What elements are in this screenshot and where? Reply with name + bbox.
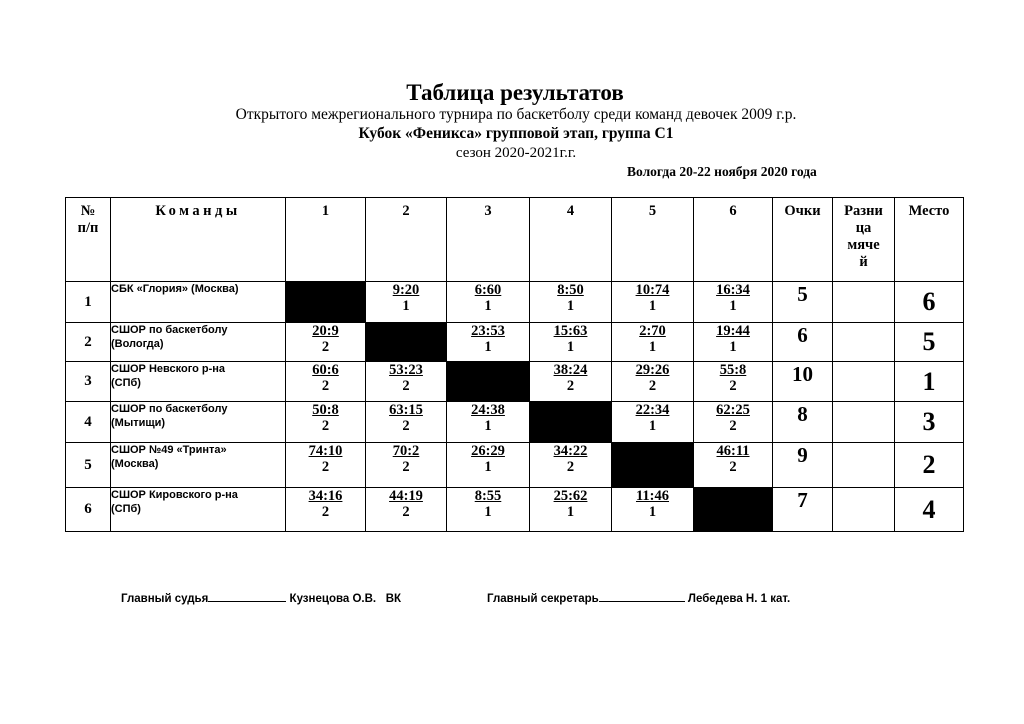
match-points: 2	[321, 504, 330, 520]
match-result-cell	[612, 488, 694, 532]
place-date: Вологда 20-22 ноября 2020 года	[627, 164, 817, 179]
match-result-cell	[612, 323, 694, 362]
match-result-cell	[530, 323, 612, 362]
header-num-line2: п/п	[77, 220, 99, 236]
match-score: 8:55	[474, 488, 502, 504]
match-points: 1	[648, 339, 657, 355]
match-points: 2	[402, 418, 410, 434]
team-name-line: СШОР Невского р-на	[111, 363, 226, 375]
header-num-line1: №	[80, 203, 96, 219]
chief-secretary-label: Главный секретарь	[487, 593, 599, 605]
ball-difference	[833, 323, 895, 362]
match-points: 1	[648, 504, 657, 520]
header-teams: Команды	[111, 198, 286, 282]
team-name-line: (Вологда)	[111, 338, 164, 350]
match-result-cell	[366, 488, 447, 532]
team-name	[111, 362, 286, 402]
team-name	[111, 443, 286, 488]
final-place: 1	[895, 362, 964, 402]
match-points: 1	[484, 339, 492, 355]
match-score: 50:8	[312, 402, 339, 418]
header-row	[66, 198, 964, 282]
header-col-6: 6	[694, 198, 773, 282]
match-result-cell	[447, 443, 530, 488]
ball-difference	[833, 443, 895, 488]
match-score: 19:44	[716, 323, 750, 339]
match-result-cell	[447, 282, 530, 323]
final-place: 2	[895, 443, 964, 488]
match-result-cell	[694, 323, 773, 362]
match-result-cell	[286, 443, 366, 488]
match-points: 2	[729, 418, 737, 434]
chief-secretary-name: Лебедева Н. 1 кат.	[687, 593, 791, 605]
header-num	[66, 198, 111, 282]
match-score: 46:11	[716, 443, 750, 459]
match-result-cell	[366, 282, 447, 323]
match-score: 44:19	[389, 488, 423, 504]
team-name	[111, 323, 286, 362]
match-score: 34:16	[308, 488, 343, 504]
match-score: 20:9	[312, 323, 339, 339]
table-row	[66, 282, 964, 323]
match-points: 2	[321, 418, 330, 434]
match-result-cell	[694, 282, 773, 323]
chief-secretary-signature	[487, 590, 790, 605]
match-result-cell	[612, 282, 694, 323]
match-score: 70:2	[392, 443, 420, 459]
ball-difference	[833, 402, 895, 443]
signature-line	[208, 590, 286, 602]
match-result-cell	[447, 323, 530, 362]
match-points: 1	[484, 504, 492, 520]
team-name-line: (Мытищи)	[111, 417, 166, 429]
match-points: 2	[321, 378, 330, 394]
match-points: 1	[484, 418, 492, 434]
match-result-cell	[286, 488, 366, 532]
match-score: 38:24	[553, 362, 588, 378]
match-points: 2	[402, 504, 410, 520]
team-name-line: СШОР Кировского р-на	[111, 489, 238, 501]
match-points: 2	[566, 378, 575, 394]
header-diff	[833, 198, 895, 282]
final-place: 5	[895, 323, 964, 362]
table-row	[66, 488, 964, 532]
table-row	[66, 402, 964, 443]
team-name	[111, 488, 286, 532]
tournament-subtitle: Открытого межрегионального турнира по баскетболу среди команд девочек 2009 г.р.	[235, 106, 797, 123]
match-score: 15:63	[553, 323, 588, 339]
header-points: Очки	[773, 198, 833, 282]
match-points: 1	[566, 298, 575, 314]
signature-line	[599, 590, 685, 602]
header-diff-line2: ца	[855, 220, 872, 236]
header-col-2: 2	[366, 198, 447, 282]
match-result-cell	[286, 323, 366, 362]
team-name	[111, 402, 286, 443]
total-points: 6	[773, 323, 833, 362]
match-score: 11:46	[635, 488, 670, 504]
ball-difference	[833, 488, 895, 532]
match-score: 60:6	[312, 362, 339, 378]
final-place: 6	[895, 282, 964, 323]
match-points: 1	[566, 339, 575, 355]
total-points: 9	[773, 443, 833, 488]
header-col-1: 1	[286, 198, 366, 282]
results-table	[65, 197, 964, 532]
match-score: 24:38	[471, 402, 505, 418]
match-score: 16:34	[716, 282, 750, 298]
match-points: 2	[566, 459, 575, 475]
match-score: 62:25	[716, 402, 750, 418]
header-diff-line3: мяче	[847, 237, 880, 253]
match-score: 74:10	[308, 443, 343, 459]
team-name-line: СШОР по баскетболу	[111, 324, 228, 336]
match-points: 2	[648, 378, 657, 394]
cup-subtitle: Кубок «Феникса» групповой этап, группа С1	[358, 125, 674, 142]
match-result-cell	[366, 443, 447, 488]
match-result-cell	[612, 362, 694, 402]
row-number: 3	[66, 362, 111, 402]
team-name	[111, 282, 286, 323]
header-diff-line1: Разни	[844, 203, 883, 219]
ball-difference	[833, 362, 895, 402]
final-place: 4	[895, 488, 964, 532]
self-match-cell	[286, 282, 366, 323]
header-col-5: 5	[612, 198, 694, 282]
total-points: 7	[773, 488, 833, 532]
header-col-3: 3	[447, 198, 530, 282]
match-score: 63:15	[389, 402, 423, 418]
match-result-cell	[286, 402, 366, 443]
match-points: 2	[321, 339, 330, 355]
match-points: 1	[648, 298, 657, 314]
match-result-cell	[530, 282, 612, 323]
chief-judge-label: Главный судья	[121, 593, 209, 605]
match-points: 1	[402, 298, 410, 314]
match-score: 9:20	[392, 282, 420, 298]
match-points: 2	[402, 378, 410, 394]
row-number: 4	[66, 402, 111, 443]
match-score: 55:8	[719, 362, 747, 378]
page-title: Таблица результатов	[406, 80, 624, 105]
match-score: 6:60	[474, 282, 502, 298]
self-match-cell	[530, 402, 612, 443]
row-number: 6	[66, 488, 111, 532]
match-result-cell	[530, 443, 612, 488]
match-result-cell	[366, 402, 447, 443]
match-score: 10:74	[635, 282, 670, 298]
self-match-cell	[447, 362, 530, 402]
match-result-cell	[286, 362, 366, 402]
match-score: 29:26	[635, 362, 670, 378]
team-name-line: СШОР №49 «Тринта»	[111, 444, 227, 456]
match-points: 2	[729, 459, 737, 475]
chief-judge-signature	[121, 590, 401, 605]
team-name-line: СШОР по баскетболу	[111, 403, 228, 415]
header-rank: Место	[895, 198, 964, 282]
team-name-line: СБК «Глория» (Москва)	[111, 283, 239, 295]
chief-judge-name: Кузнецова О.В. ВК	[289, 593, 402, 605]
match-points: 1	[729, 339, 737, 355]
match-result-cell	[447, 488, 530, 532]
match-points: 1	[566, 504, 575, 520]
match-score: 53:23	[389, 362, 423, 378]
header-col-4: 4	[530, 198, 612, 282]
match-score: 23:53	[471, 323, 505, 339]
table-row	[66, 443, 964, 488]
header-diff-line4: й	[859, 254, 868, 270]
table-row	[66, 323, 964, 362]
match-points: 2	[729, 378, 737, 394]
team-name-line: (СПб)	[111, 377, 141, 389]
row-number: 1	[66, 282, 111, 323]
match-points: 1	[648, 418, 657, 434]
total-points: 8	[773, 402, 833, 443]
match-score: 22:34	[635, 402, 670, 418]
self-match-cell	[694, 488, 773, 532]
match-points: 2	[402, 459, 410, 475]
final-place: 3	[895, 402, 964, 443]
match-points: 1	[484, 459, 492, 475]
match-score: 2:70	[639, 323, 666, 339]
match-result-cell	[694, 443, 773, 488]
match-score: 25:62	[553, 488, 588, 504]
match-points: 1	[729, 298, 737, 314]
row-number: 5	[66, 443, 111, 488]
match-points: 1	[484, 298, 492, 314]
team-name-line: (СПб)	[111, 503, 141, 515]
row-number: 2	[66, 323, 111, 362]
match-result-cell	[366, 362, 447, 402]
ball-difference	[833, 282, 895, 323]
match-result-cell	[447, 402, 530, 443]
match-result-cell	[530, 362, 612, 402]
match-score: 34:22	[553, 443, 588, 459]
match-score: 8:50	[557, 282, 584, 298]
match-score: 26:29	[471, 443, 505, 459]
self-match-cell	[612, 443, 694, 488]
team-name-line: (Москва)	[111, 458, 159, 470]
season-label: сезон 2020-2021г.г.	[455, 145, 577, 161]
self-match-cell	[366, 323, 447, 362]
total-points: 10	[773, 362, 833, 402]
match-result-cell	[530, 488, 612, 532]
match-points: 2	[321, 459, 330, 475]
total-points: 5	[773, 282, 833, 323]
match-result-cell	[694, 402, 773, 443]
match-result-cell	[612, 402, 694, 443]
table-row	[66, 362, 964, 402]
match-result-cell	[694, 362, 773, 402]
